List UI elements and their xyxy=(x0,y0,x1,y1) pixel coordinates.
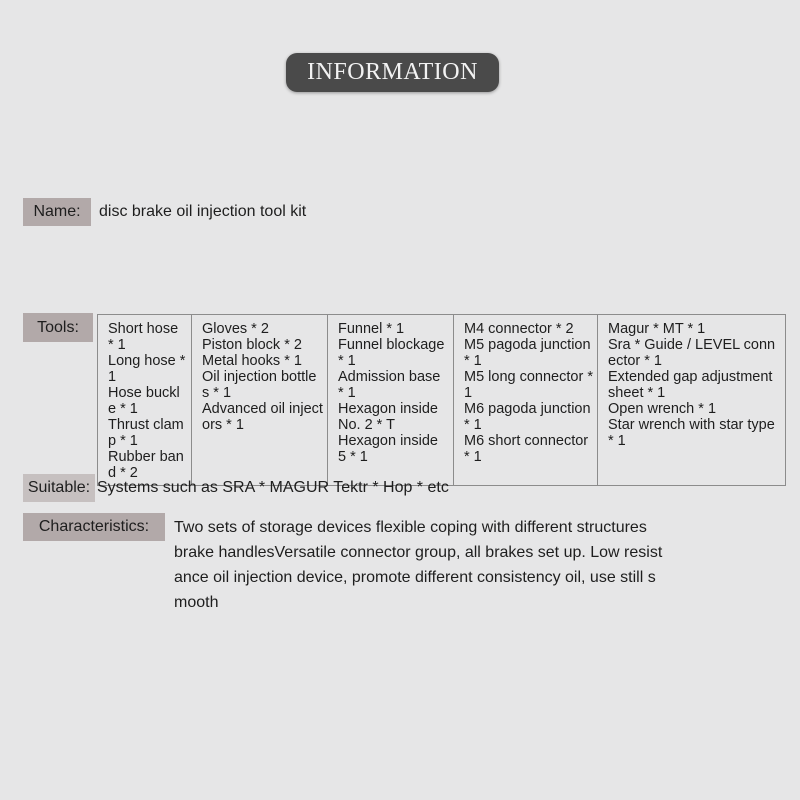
tool-item: Advanced oil injectors * 1 xyxy=(202,401,323,433)
tools-column xyxy=(192,315,328,486)
tool-item: M6 short connector * 1 xyxy=(464,433,589,465)
tool-item: M5 pagoda junction * 1 xyxy=(464,337,591,369)
product-name: disc brake oil injection tool kit xyxy=(99,203,307,220)
characteristics-line: ance oil injection device, promote different consistency oil, use still s xyxy=(174,569,656,586)
tool-item: Funnel * 1 xyxy=(338,321,405,337)
suitable-value: Systems such as SRA * MAGUR Tektr * Hop * etc xyxy=(97,479,449,496)
name-label: Name: xyxy=(23,198,91,226)
tool-item: Rubber band * 2 xyxy=(108,449,184,481)
characteristics-line: Two sets of storage devices flexible coping with different structures xyxy=(174,519,647,536)
tool-item: M4 connector * 2 xyxy=(464,321,574,337)
tools-column xyxy=(598,315,786,486)
tool-item: Admission base * 1 xyxy=(338,369,441,401)
tool-item: Hexagon inside 5 * 1 xyxy=(338,433,438,465)
page-title: INFORMATION xyxy=(286,53,499,92)
characteristics-line: mooth xyxy=(174,594,219,611)
tool-item: Gloves * 2 xyxy=(202,321,269,337)
tool-item: Hexagon inside No. 2 * T xyxy=(338,401,438,433)
tool-item: Extended gap adjustment sheet * 1 xyxy=(608,369,773,401)
tool-item: Metal hooks * 1 xyxy=(202,353,302,369)
tools-table xyxy=(97,314,786,486)
tool-item: Piston block * 2 xyxy=(202,337,302,353)
suitable-label: Suitable: xyxy=(23,474,95,502)
tool-item: M6 pagoda junction * 1 xyxy=(464,401,591,433)
characteristics-line: brake handlesVersatile connector group, all brakes set up. Low resist xyxy=(174,544,663,561)
tool-item: Magur * MT * 1 xyxy=(608,321,706,337)
tool-item: Open wrench * 1 xyxy=(608,401,717,417)
tool-item: Short hose * 1 xyxy=(108,321,179,353)
tools-column xyxy=(98,315,192,486)
tool-item: Thrust clamp * 1 xyxy=(108,417,184,449)
tools-column xyxy=(328,315,454,486)
tools-row xyxy=(98,315,786,486)
tool-item: M5 long connector * 1 xyxy=(464,369,593,401)
tool-item: Oil injection bottles * 1 xyxy=(202,369,317,401)
characteristics-text xyxy=(174,515,744,615)
tool-item: Funnel blockage * 1 xyxy=(338,337,445,369)
tool-item: Long hose * 1 xyxy=(108,353,186,385)
tool-item: Star wrench with star type * 1 xyxy=(608,417,775,449)
tool-item: Sra * Guide / LEVEL connector * 1 xyxy=(608,337,776,369)
tool-item: Hose buckle * 1 xyxy=(108,385,180,417)
characteristics-label: Characteristics: xyxy=(23,513,165,541)
tools-column xyxy=(454,315,598,486)
tools-label: Tools: xyxy=(23,313,93,342)
